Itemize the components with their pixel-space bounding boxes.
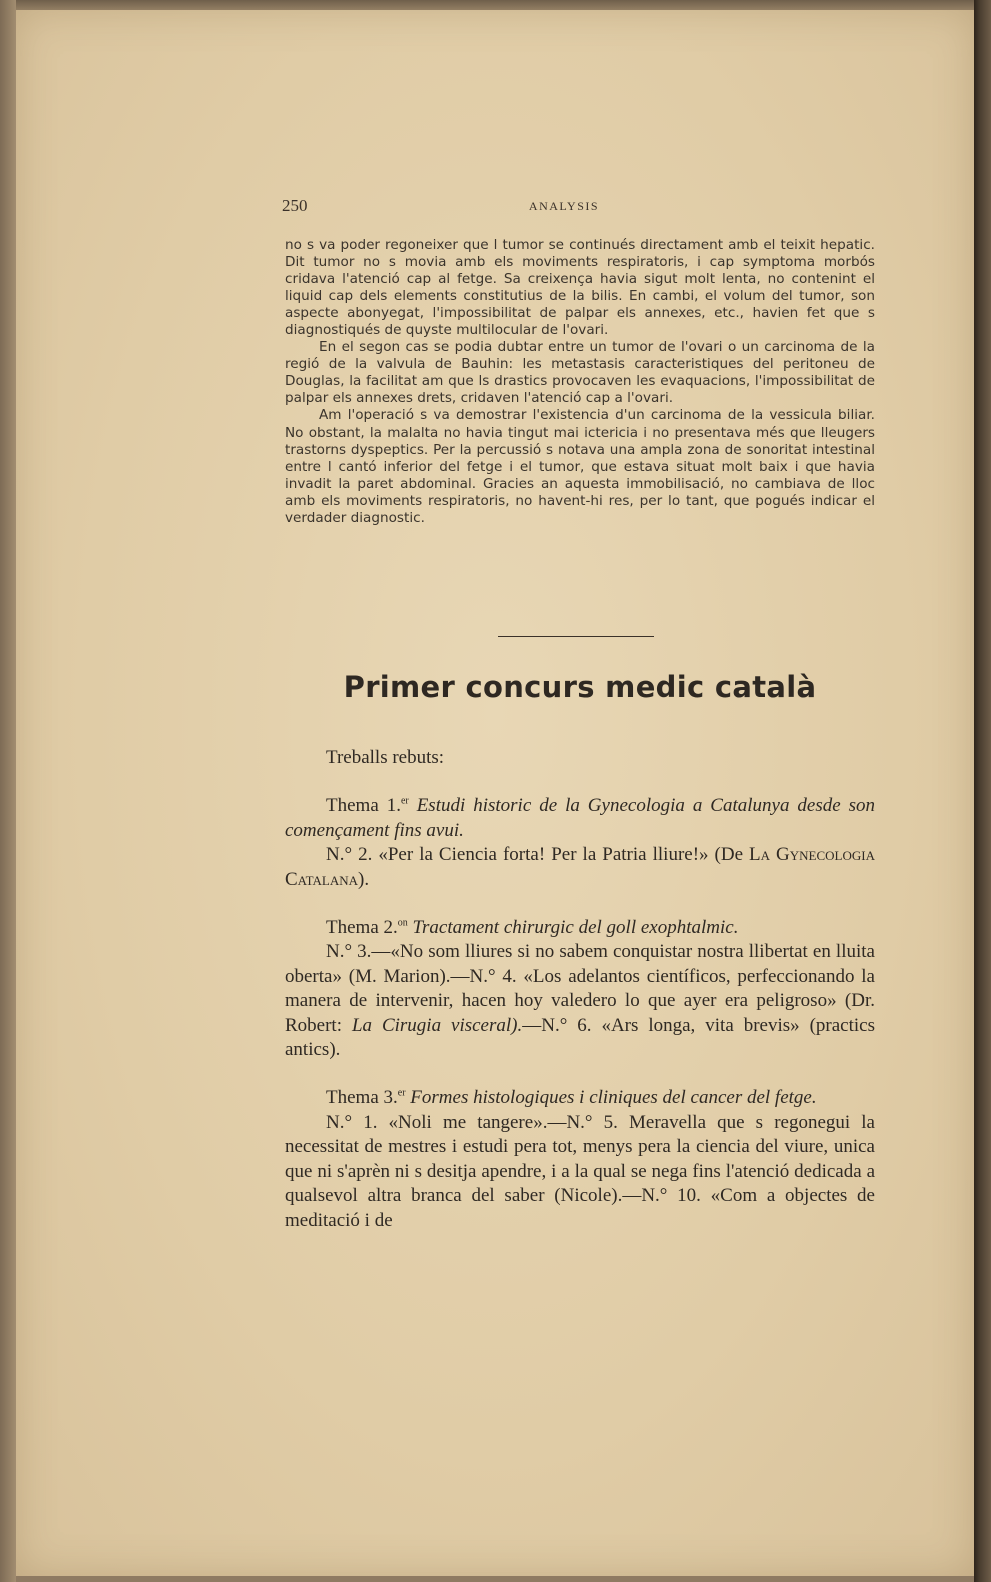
- section-title: Primer concurs medic català: [343, 670, 817, 704]
- theme-2-heading: [285, 916, 875, 940]
- theme-ordinal: er: [400, 796, 409, 808]
- section-divider: [498, 636, 654, 637]
- page-left-edge: [0, 0, 16, 1582]
- intro-line: Treballs rebuts:: [326, 747, 445, 768]
- theme-2-entries: N.° 3.—«No som lliures si no sabem conquistar nostra llibertat en lluita oberta» (M. Marion).—N.° 4. «Los adelantos científicos, perfeccionando la manera de intervenir, hacen hoy valedero lo que ayer era peligroso» (Dr. Robert: La Cirugia visceral).—N.° 6. «Ars longa, vita brevis» (practics antics).: [285, 941, 875, 1061]
- paragraph: Am l'operació s va demostrar l'existencia d'un carcinoma de la vessicula biliar. No obstant, la malalta no havia tingut mai ictericia i no presentava més que lleugers trastorns dyspeptics. Per la percussió s notava una ampla zona de sonoritat intestinal entre l cantó inferior del fetge i el tumor, que estava situat molt baix i que havia invadit la paret abdominal. Gracies an aquesta immobilisació, no cambiava de lloc amb els moviments respiratoris, no havent-hi res, per lo tant, que pogués indicar el verdader diagnostic.: [285, 407, 875, 526]
- paragraph: En el segon cas se podia dubtar entre un tumor de l'ovari o un carcinoma de la regió de la valvula de Bauhin: les metastasis caracteristiques del peritoneu de Douglas, la facilitat am que ls drastics provocaven les evaquacions, l'impossibilitat de palpar els annexes drets, cridaven l'atenció cap a l'ovari.: [285, 339, 875, 407]
- case-report-text: [285, 237, 875, 527]
- small-caps-text: La Gynecologia Catalana: [285, 844, 875, 890]
- theme-ordinal: on: [397, 917, 408, 929]
- theme-title: Formes histologiques i cliniques del cancer del fetge.: [410, 1087, 817, 1109]
- theme-ordinal: er: [397, 1088, 406, 1100]
- theme-3-entries: N.° 1. «Noli me tangere».—N.° 5. Meravella que s regonegui la necessitat de mestres i estudi pera tot, menys pera la ciencia del viure, unica que ni s'aprèn ni s desitja apendre, i a la qual se nega fins l'atenció dedicada a qualsevol altra branca del saber (Nicole).—N.° 10. «Com a objectes de meditació i de: [285, 1111, 875, 1231]
- theme-title: Estudi historic de la Gynecologia a Catalunya desde son començament fins avui.: [285, 795, 875, 841]
- theme-label: Thema 3.: [326, 1087, 398, 1109]
- theme-label: Thema 1.: [326, 795, 401, 817]
- running-head: [280, 196, 878, 220]
- theme-title: Tractament chirurgic del goll exophtalmic.: [412, 917, 739, 939]
- running-title: ANALYSIS: [528, 199, 600, 213]
- book-spine-edge: [974, 0, 991, 1582]
- page-number: 250: [282, 196, 308, 215]
- theme-3-heading: [285, 1086, 875, 1110]
- paragraph: no s va poder regoneixer que l tumor se continués directament amb el teixit hepatic. Dit tumor no s movia amb els moviments respiratoris, i cap symptoma morbós cridava l'atenció cap al fetge. Sa creixença havia sigut molt lenta, no contenint el liquid cap dels elements constitutius de la bilis. En cambi, el volum del tumor, son aspecte abonyegat, l'impossibilitat de palpar els annexes, etc., havien fet que s diagnostiqués de quyste multilocular de l'ovari.: [285, 237, 875, 339]
- theme-1-entries: N.° 2. «Per la Ciencia forta! Per la Patria lliure!» (De La Gynecologia Catalana).: [285, 844, 875, 890]
- submissions-list: [285, 746, 875, 1233]
- italic-citation: La Cirugia visceral).: [351, 1014, 523, 1036]
- theme-1-heading: [285, 794, 875, 843]
- theme-label: Thema 2.: [326, 917, 398, 939]
